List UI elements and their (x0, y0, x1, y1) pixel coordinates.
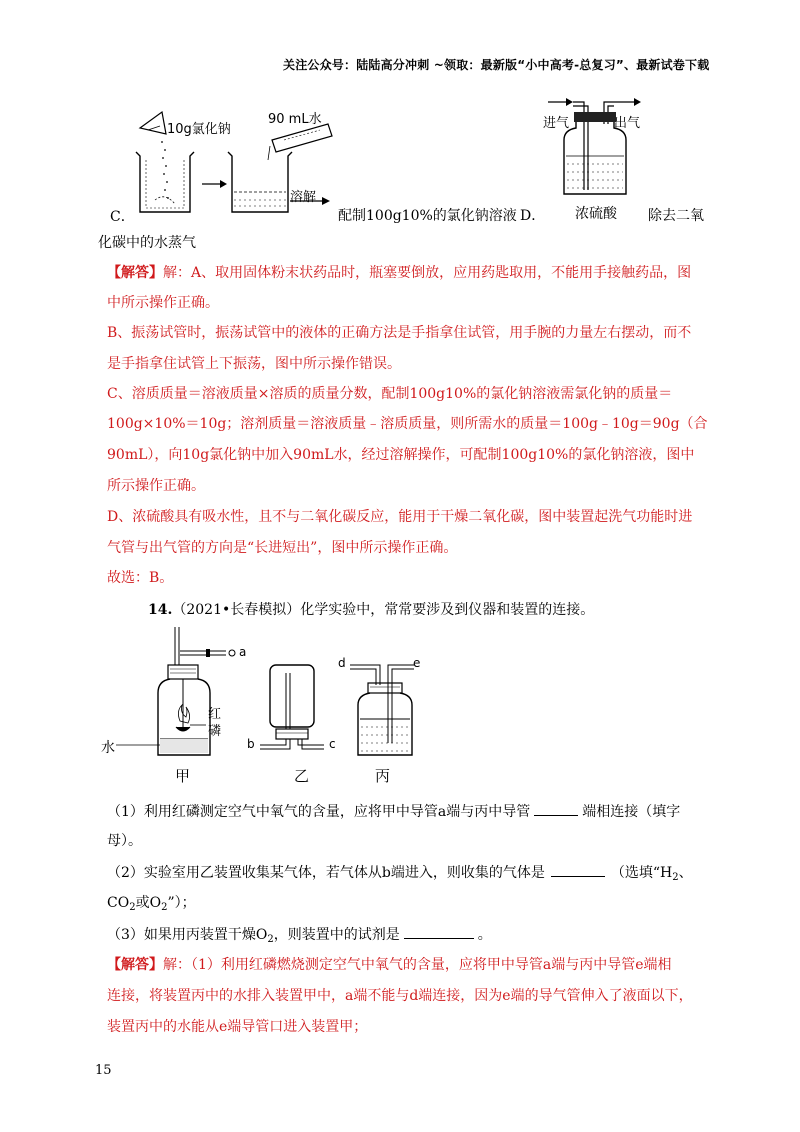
page-header: 关注公众号：陆陆高分冲刺 ~领取：最新版“小中高考-总复习”、最新试卷下载 (283, 58, 710, 72)
answer-blank-3[interactable] (404, 924, 474, 939)
question-stem-text: （2021•长春模拟）化学实验中，常常要涉及到仪器和装置的连接。 (172, 602, 595, 618)
label-water-volume: 90 mL水 (268, 112, 322, 127)
option-d-label: D． (520, 208, 546, 224)
answer14-tag: 【解答】 (107, 957, 163, 973)
figure-d-gas-washing-bottle (540, 90, 650, 205)
question-number: 14. (148, 602, 173, 618)
label-yi: 乙 (294, 767, 310, 785)
part2-text-a: （2）实验室用乙装置收集某气体，若气体从b端进入，则收集的气体是 (107, 865, 545, 881)
answer14-line-3: 装置丙中的水能从e端导管口进入装置甲； (107, 1019, 368, 1035)
part3-text-c: 。 (477, 927, 492, 943)
part2-text-d: CO (107, 895, 130, 911)
part3-text-b: ，则装置中的试剂是 (273, 927, 400, 943)
question-14-part-2-cont (107, 893, 196, 918)
answer-blank-1[interactable] (534, 801, 578, 816)
answer13-line-9: D、浓硫酸具有吸水性，且不与二氧化碳反应，能用于干燥二氧化碳，图中装置起洗气功能时进 (107, 509, 693, 525)
page-number: 15 (95, 1063, 112, 1078)
part2-text-c: 、 (678, 865, 693, 881)
part2-sub-o2: 2 (161, 902, 168, 913)
answer13-line-6: 100g×10%＝10g；溶剂质量＝溶液质量﹣溶质质量，则所需水的质量＝100g﹣10g＝90g（合 (107, 416, 708, 432)
part2-sub-h2: 2 (672, 872, 679, 883)
question-14-part-1 (107, 801, 680, 822)
label-c: c (329, 737, 336, 751)
answer13-line-2: 中所示操作正确。 (107, 295, 219, 311)
part1-text-b: 端相连接（填字 (582, 804, 681, 820)
answer-blank-2[interactable] (551, 862, 605, 877)
caption-d-part1: 除去二氧 (648, 208, 704, 224)
label-water: 水 (101, 740, 115, 756)
label-red: 红 (208, 707, 222, 722)
label-e: e (413, 656, 421, 670)
label-gas-out: 出气 (614, 116, 641, 131)
part3-text-a: （3）如果用丙装置干燥O (107, 927, 268, 943)
label-dissolve: 溶解 (290, 190, 317, 205)
option-c-label: C． (110, 209, 135, 225)
answer13-line-10: 气管与出气管的方向是“长进短出”，图中所示操作正确。 (107, 540, 458, 556)
part2-sub-co2: 2 (129, 902, 136, 913)
label-conc-sulfuric-acid: 浓硫酸 (575, 206, 617, 222)
answer14-text: 解：（1）利用红磷燃烧测定空气中氧气的含量，应将甲中导管a端与丙中导管e端相 (163, 957, 672, 973)
answer-tag: 【解答】 (107, 265, 163, 281)
caption-c: 配制100g10%的氯化钠溶液 (338, 208, 517, 224)
label-d: d (338, 656, 346, 670)
label-gas-in: 进气 (543, 116, 570, 131)
figure-q14-apparatus (110, 625, 530, 785)
answer13-line-11: 故选：B。 (107, 570, 174, 586)
part3-sub-o2: 2 (267, 934, 274, 945)
part1-text-a: （1）利用红磷测定空气中氧气的含量，应将甲中导管a端与丙中导管 (107, 804, 531, 820)
answer13-line-7: 90mL），向10g氯化钠中加入90mL水，经过溶解操作，可配制100g10%的氯化钠溶液，图中 (107, 447, 695, 463)
question-14-stem (148, 600, 594, 620)
label-nacl: 10g氯化钠 (167, 122, 231, 137)
answer13-line-8: 所示操作正确。 (107, 478, 205, 494)
label-jia: 甲 (175, 767, 191, 785)
answer13-line-1 (107, 263, 691, 283)
answer14-line-2: 连接，将装置丙中的水排入装置甲中，a端不能与d端连接，因为e端的导气管伸入了液面以下， (107, 988, 693, 1004)
answer13-line-5: C、溶质质量＝溶液质量×溶质的质量分数，配制100g10%的氯化钠溶液需氯化钠的质量＝ (107, 386, 673, 402)
answer13-line-3: B、振荡试管时，振荡试管中的液体的正确方法是手指拿住试管，用手腕的力量左右摆动，而不 (107, 325, 692, 341)
caption-d-part2: 化碳中的水蒸气 (98, 235, 196, 251)
label-bing: 丙 (375, 767, 391, 785)
label-b: b (247, 737, 255, 751)
part2-text-e: 或O (135, 895, 162, 911)
part2-text-b: （选填“H (610, 865, 673, 881)
question-14-part-2 (107, 862, 693, 888)
label-phosphorus: 磷 (208, 724, 222, 739)
answer13-line-4: 是手指拿住试管上下振荡，图中所示操作错误。 (107, 356, 401, 372)
label-a: a (239, 645, 247, 659)
answer-text: 解：A、取用固体粉末状药品时，瓶塞要倒放，应用药匙取用，不能用手接触药品，图 (163, 265, 692, 281)
part2-text-f: ”）； (167, 895, 196, 911)
answer14-line-1 (107, 955, 672, 975)
question-14-part-1-cont: 母）。 (107, 833, 142, 849)
question-14-part-3 (107, 924, 492, 950)
